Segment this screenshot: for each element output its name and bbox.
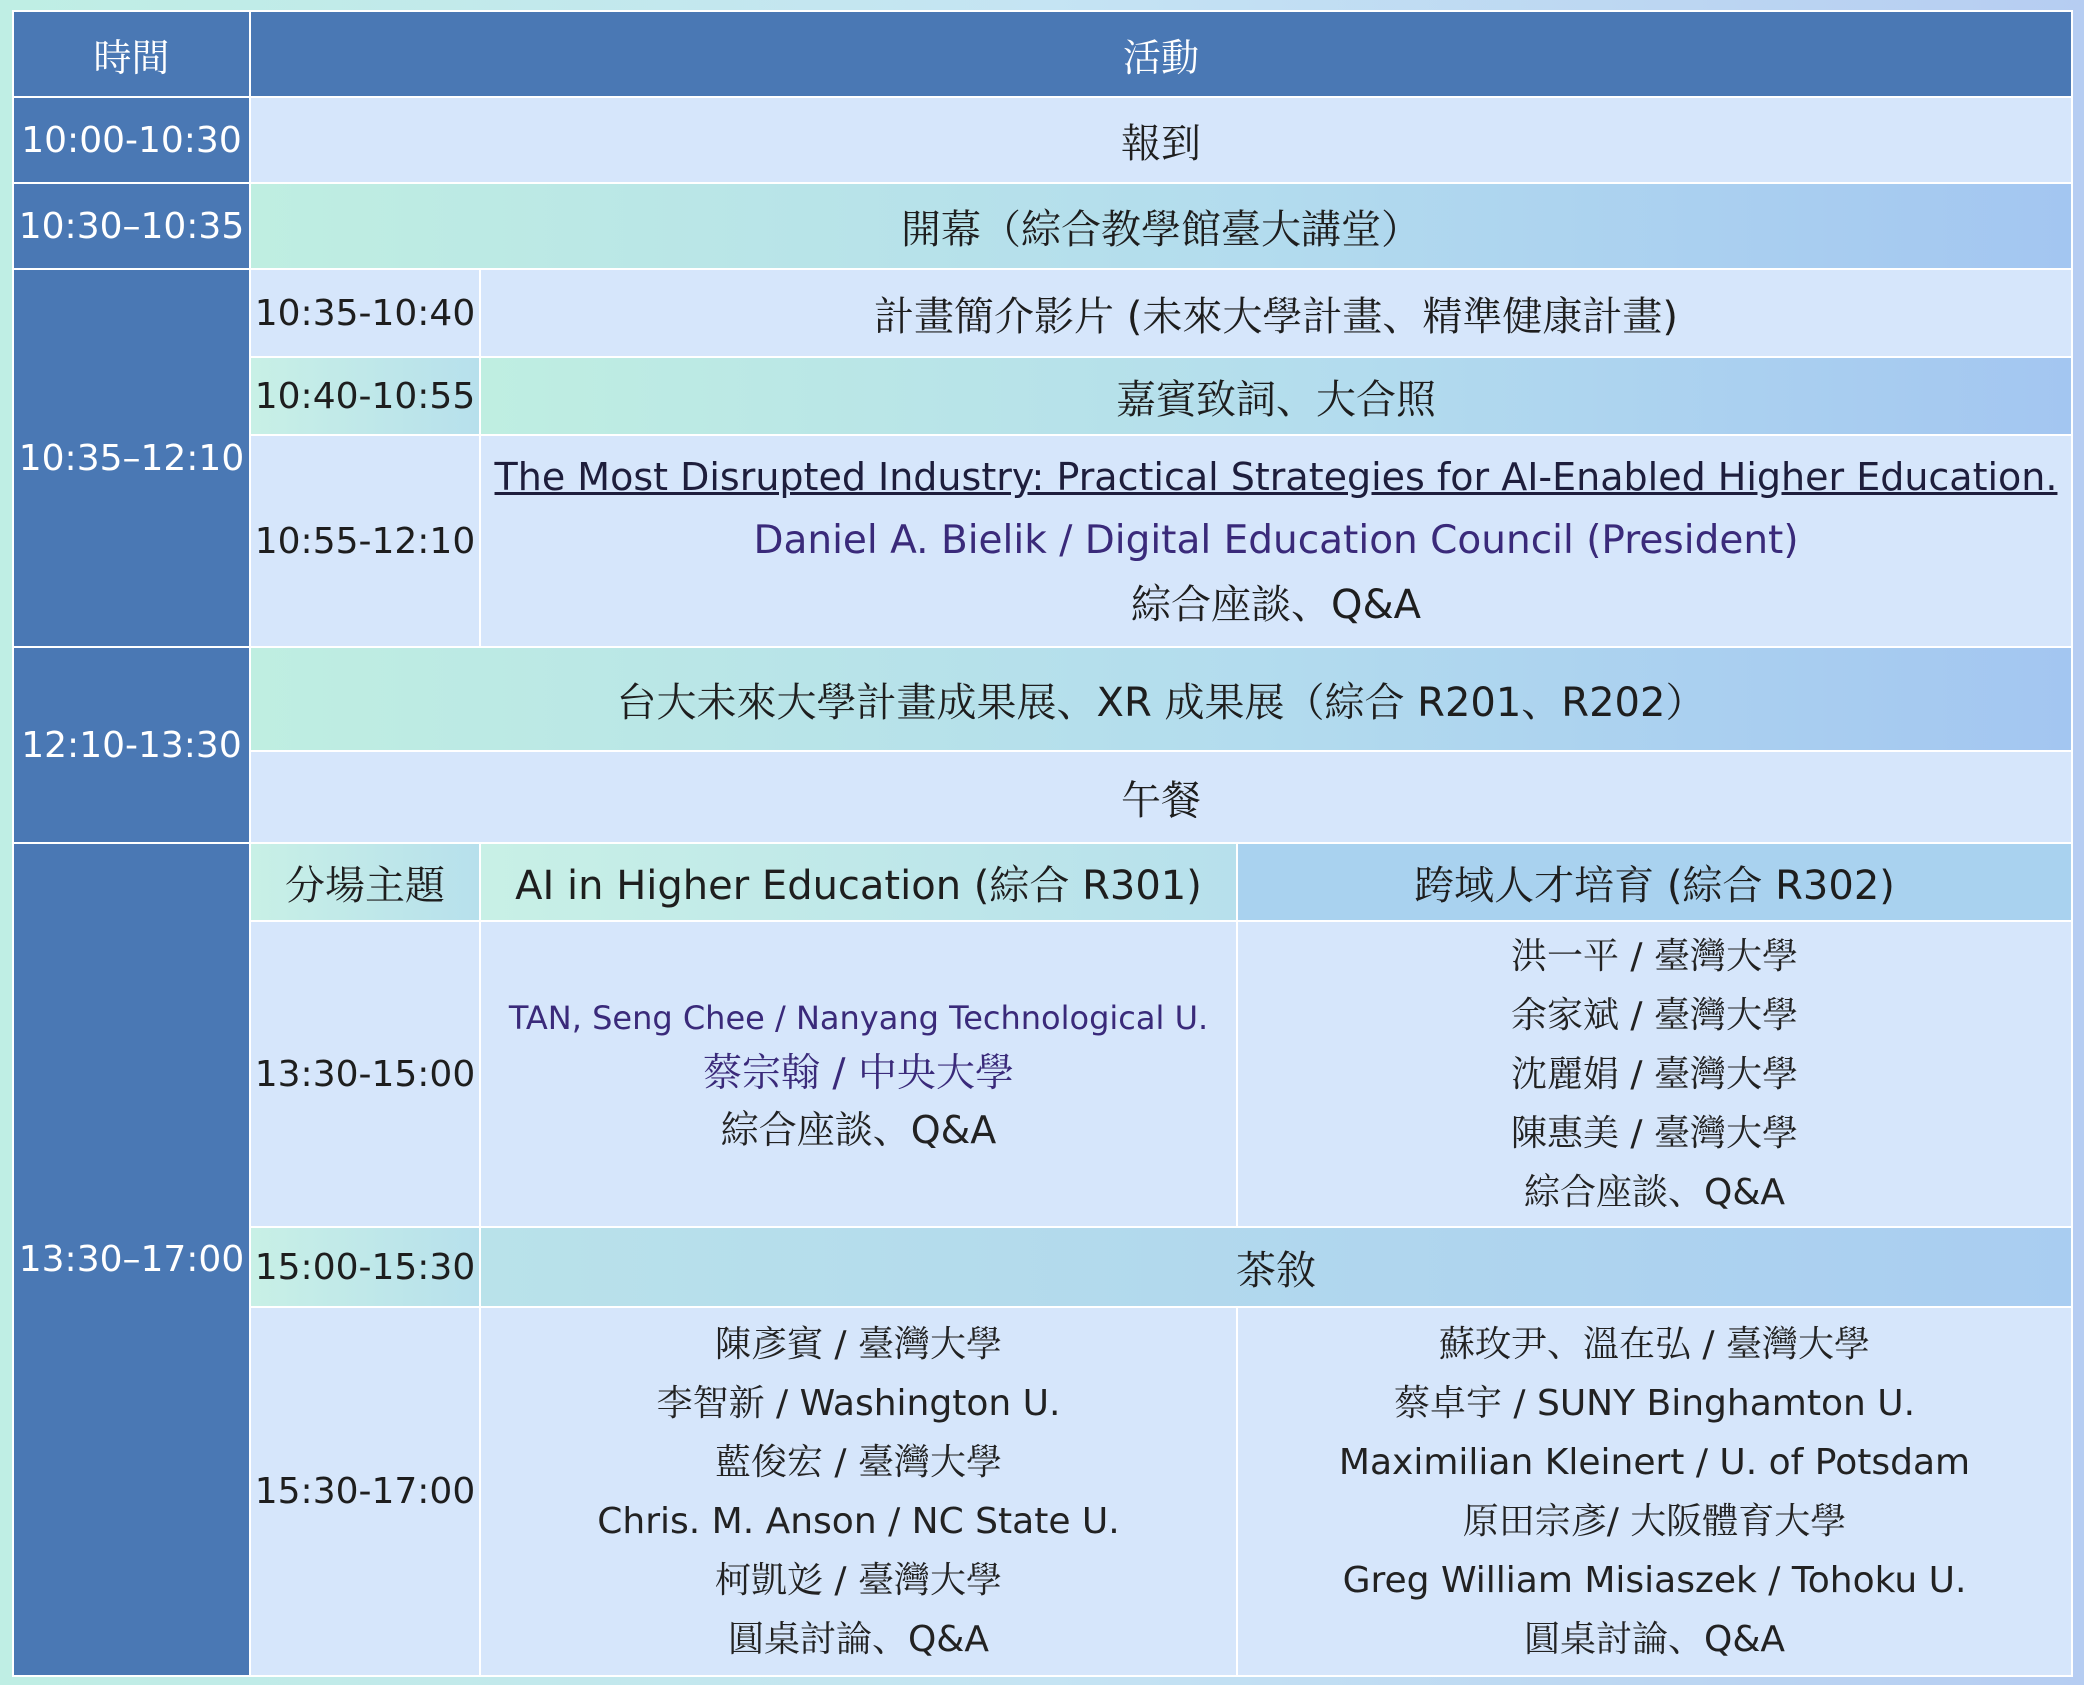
session2-a-qa: 圓桌討論、Q&A	[727, 1618, 990, 1660]
keynote-speaker: Daniel A. Bielik / Digital Education Council (President)	[753, 518, 1799, 563]
session2-b-speaker-4: 原田宗彥/ 大阪體育大學	[1462, 1500, 1847, 1542]
session1-b-speaker-2: 余家斌 / 臺灣大學	[1510, 994, 1799, 1036]
session2-b-speaker-5: Greg William Misiaszek / Tohoku U.	[1342, 1559, 1967, 1601]
session2-a-speaker-3: 藍俊宏 / 臺灣大學	[714, 1441, 1003, 1483]
session1-a-speaker-2: 蔡宗翰 / 中央大學	[703, 1051, 1014, 1096]
lunch: 午餐	[250, 751, 2072, 843]
checkin-time: 10:00-10:30	[13, 97, 250, 183]
block3-time: 13:30–17:00	[13, 843, 250, 1676]
video-intro: 計畫簡介影片 (未來大學計畫、精準健康計畫)	[480, 269, 2072, 357]
session1-b-speaker-1: 洪一平 / 臺灣大學	[1510, 935, 1799, 977]
session2-a-speaker-4: Chris. M. Anson / NC State U.	[597, 1500, 1120, 1542]
checkin-activity: 報到	[250, 97, 2072, 183]
block1-time: 10:35–12:10	[13, 269, 250, 647]
header-activity: 活動	[250, 11, 2072, 97]
session1-b-speaker-3: 沈麗娟 / 臺灣大學	[1510, 1053, 1799, 1095]
session2-a-speaker-5: 柯凱彣 / 臺灣大學	[714, 1559, 1003, 1601]
tea-time: 15:00-15:30	[250, 1227, 480, 1307]
session2-b-qa: 圓桌討論、Q&A	[1523, 1618, 1786, 1660]
session2-time: 15:30-17:00	[250, 1307, 480, 1676]
exhibition: 台大未來大學計畫成果展、XR 成果展（綜合 R201、R202）	[250, 647, 2072, 751]
header-time: 時間	[13, 11, 250, 97]
sub2-time: 10:40-10:55	[250, 357, 480, 435]
session1-a-qa: 綜合座談、Q&A	[720, 1108, 997, 1152]
session2-a-speaker-1: 陳彥賓 / 臺灣大學	[714, 1323, 1003, 1365]
track-b-title: 跨域人才培育 (綜合 R302)	[1237, 843, 2072, 921]
session1-track-a	[480, 921, 1237, 1227]
keynote-cell	[480, 435, 2072, 647]
keynote-qa: 綜合座談、Q&A	[1130, 582, 1422, 628]
session1-track-b	[1237, 921, 2072, 1227]
sub3-time: 10:55-12:10	[250, 435, 480, 647]
greetings: 嘉賓致詞、大合照	[480, 357, 2072, 435]
session2-b-speaker-2: 蔡卓宇 / SUNY Binghamton U.	[1393, 1382, 1916, 1424]
session2-b-speaker-1: 蘇玫尹、溫在弘 / 臺灣大學	[1438, 1323, 1871, 1365]
opening-time: 10:30–10:35	[13, 183, 250, 269]
sub1-time: 10:35-10:40	[250, 269, 480, 357]
track-a-title: AI in Higher Education (綜合 R301)	[480, 843, 1237, 921]
session2-track-a	[480, 1307, 1237, 1676]
keynote-title[interactable]: The Most Disrupted Industry: Practical Strategies for AI-Enabled Higher Education.	[494, 455, 2058, 499]
session1-a-speaker-1: TAN, Seng Chee / Nanyang Technological U.	[508, 999, 1209, 1037]
session1-b-speaker-4: 陳惠美 / 臺灣大學	[1510, 1112, 1799, 1154]
opening-activity: 開幕（綜合教學館臺大講堂）	[250, 183, 2072, 269]
tea-break: 茶敘	[480, 1227, 2072, 1307]
session2-track-b	[1237, 1307, 2072, 1676]
session2-a-speaker-2: 李智新 / Washington U.	[656, 1382, 1061, 1424]
schedule-table	[12, 10, 2073, 1677]
session2-b-speaker-3: Maximilian Kleinert / U. of Potsdam	[1338, 1441, 1971, 1483]
block2-time: 12:10-13:30	[13, 647, 250, 843]
topic-label: 分場主題	[250, 843, 480, 921]
session1-b-qa: 綜合座談、Q&A	[1523, 1171, 1786, 1213]
session1-time: 13:30-15:00	[250, 921, 480, 1227]
